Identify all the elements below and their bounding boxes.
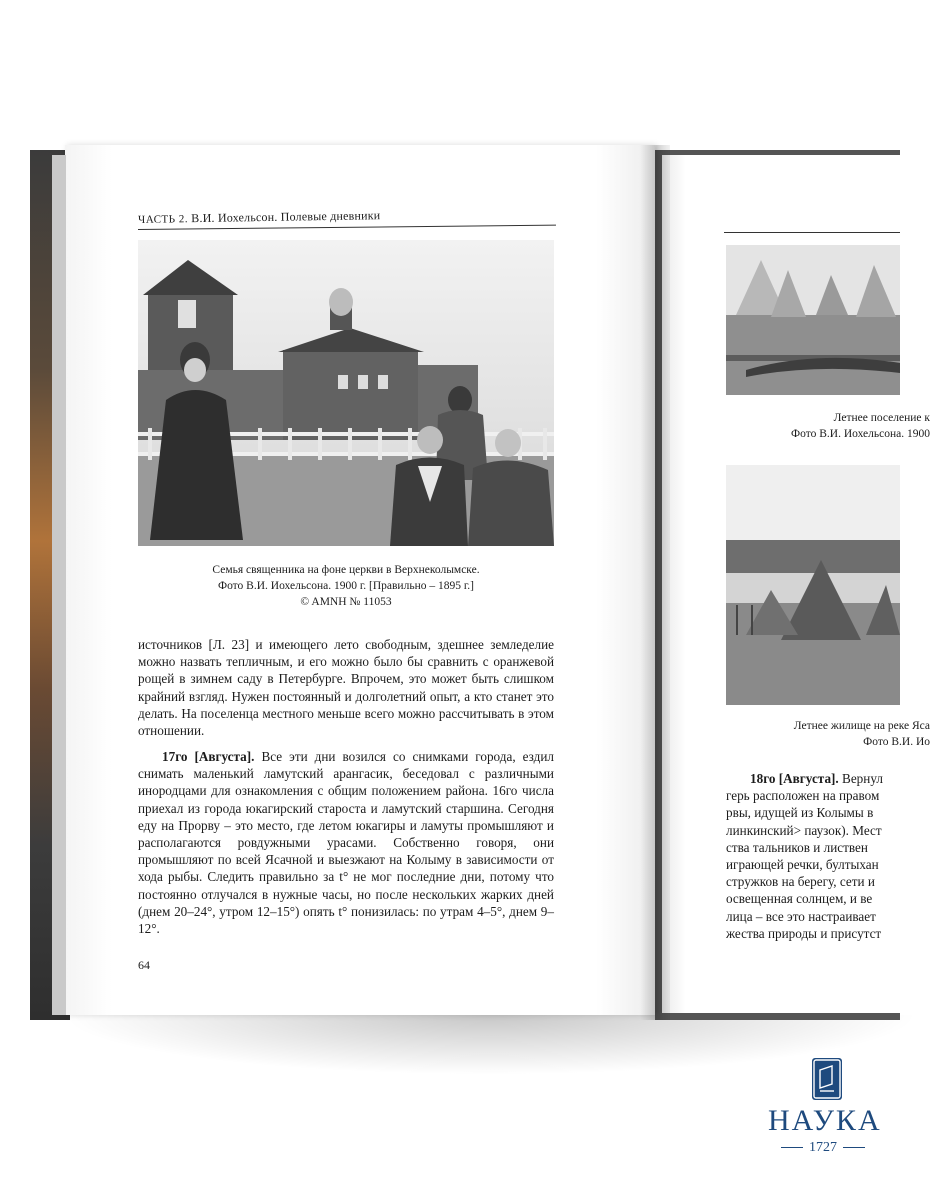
text-line: Вернул xyxy=(838,771,883,786)
photo-caption xyxy=(138,562,554,610)
right-body-text xyxy=(726,770,916,942)
publisher-year: 1727 xyxy=(768,1140,878,1156)
text-line: ства тальников и листвен xyxy=(726,839,868,855)
right-caption-2 xyxy=(700,718,930,750)
text-line: рвы, идущей из Колымы в xyxy=(726,805,874,821)
text-line: герь расположен на правом xyxy=(726,788,880,804)
page-number: 64 xyxy=(138,958,150,972)
caption-line: Фото В.И. Ио xyxy=(863,736,930,748)
entry-date: 17го [Августа]. xyxy=(162,749,255,764)
caption-line: Фото В.И. Иохельсона. 1900 xyxy=(791,428,930,440)
text-line: освещенная солнцем, и ве xyxy=(726,891,873,907)
running-head-part: ЧАСТЬ 2. xyxy=(138,213,189,226)
caption-line: Фото В.И. Иохельсона. 1900 г. [Правильно – 1895 г.] xyxy=(218,580,474,592)
caption-line: Летнее поселение к xyxy=(833,412,930,424)
publisher-name: НАУКА xyxy=(768,1104,882,1137)
body-paragraph-2 xyxy=(138,748,554,937)
body-paragraph-1: источников [Л. 23] и имеющего лето свободным, здешнее земледелие можно назвать тепличным, и его можно было бы сравнить с оранжевой рощей в зимнем саду в Петербурге. Впрочем, это может быть слишком крайний взгляд. Нужен постоянный и долголетний опыт, а кто станет это делать. На поселенца местного меньше всего можно рассчитывать в этом отношении. xyxy=(138,637,554,739)
right-header-rule xyxy=(724,232,900,233)
church-family-photo xyxy=(138,240,554,546)
right-caption-1 xyxy=(700,410,930,442)
caption-line: Летнее жилище на реке Яса xyxy=(793,720,930,732)
text-line: стружков на берегу, сети и xyxy=(726,874,875,890)
entry-text: Все эти дни возился со снимками города, ездил снимать маленький ламутский арангасик, беседовал с различными инородцами для ознакомления с общим положением района. 16го числа приехал из города юкагирский староста и ламутский старшина. Сегодня еду на Прорву – это место, где летом юкагиры и ламуты промышляют и располагаются ровдужными урасами. Собственно говоря, они промышляют по всей Ясачной и выезжают на Колыму в зависимости от хода рыбы. Следить правильно за t° не мог последние дни, потому что постоянно отлучался в нужные часы, но после нескольких жарких дней (днем 20–24°, утром 12–15°) опять t° понизилась: по утрам 4–5°, днем 9–12°. xyxy=(138,749,554,937)
running-head-title: В.И. Иохельсон. Полевые дневники xyxy=(191,208,381,226)
entry-date: 18го [Августа]. xyxy=(750,771,839,786)
summer-settlement-photo xyxy=(726,245,900,395)
text-line: лица – все это настраивает xyxy=(726,908,876,924)
summer-dwelling-photo xyxy=(726,465,900,705)
book-gutter xyxy=(640,145,670,1020)
text-line: жества природы и присутст xyxy=(726,925,882,941)
caption-line: Семья священника на фоне церкви в Верхнеколымске. xyxy=(212,564,480,576)
text-line: линкинский> паузок). Мест xyxy=(726,822,882,838)
text-line: играющей речки, бултыхан xyxy=(726,857,879,873)
publisher-logo xyxy=(768,1058,888,1163)
caption-line: © AMNH № 11053 xyxy=(300,596,392,608)
book-emblem-icon xyxy=(812,1058,842,1100)
page-block-edge xyxy=(52,155,66,1015)
